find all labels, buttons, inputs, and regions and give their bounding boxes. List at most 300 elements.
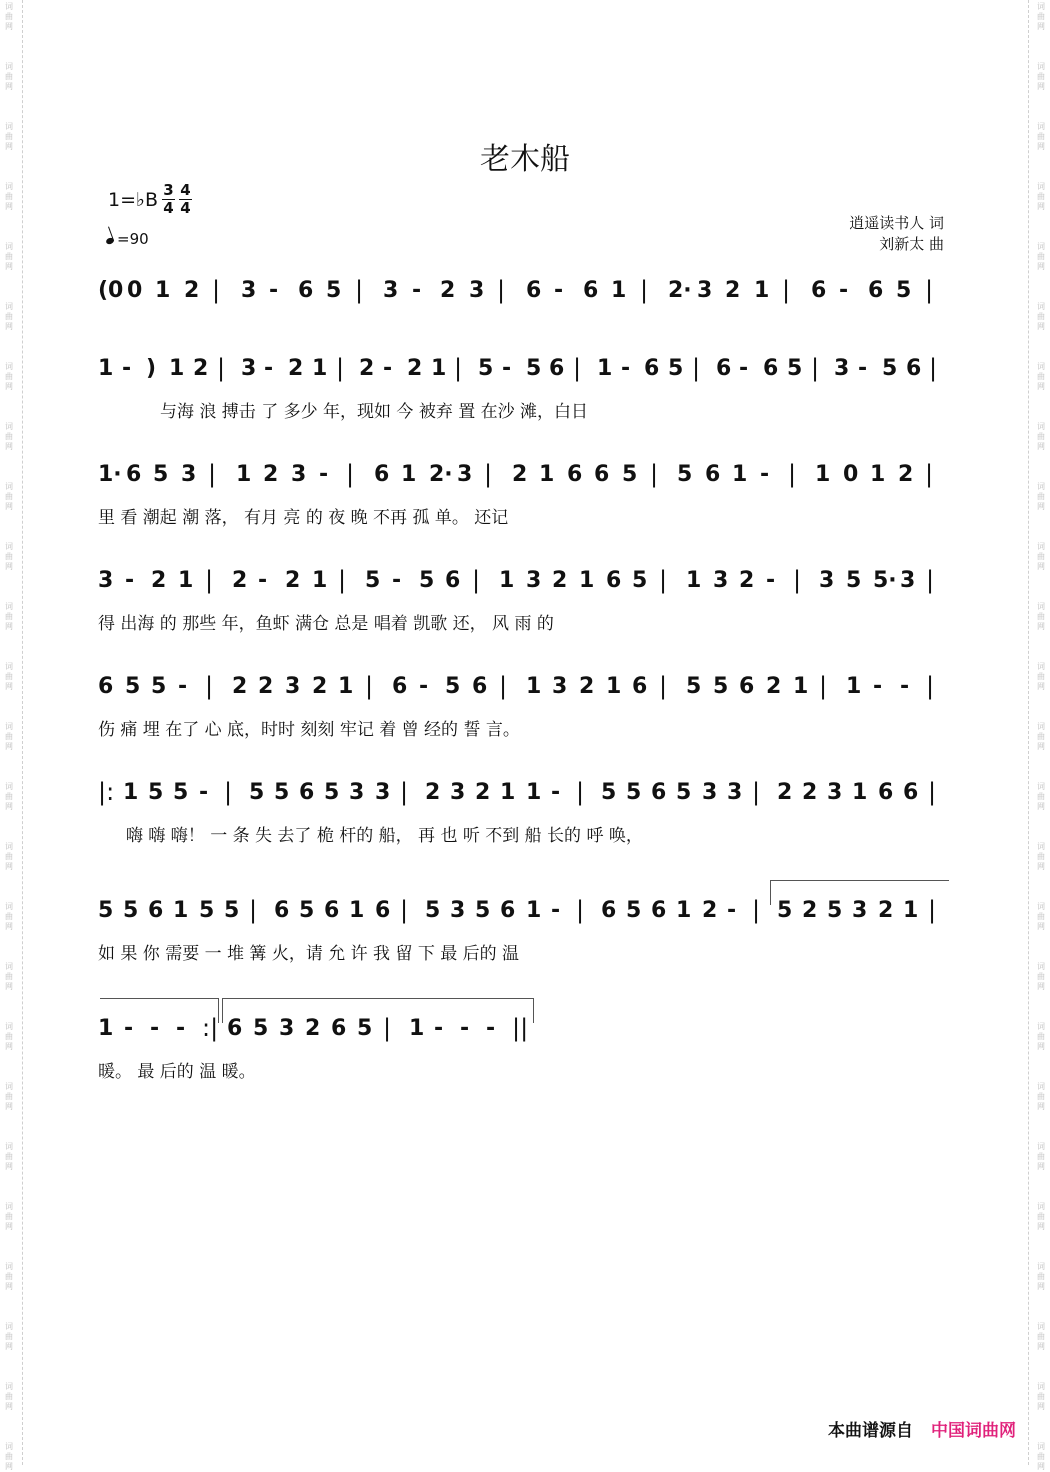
note: 2 <box>512 462 528 487</box>
watermark-text: 词 曲 网 <box>1037 1022 1045 1051</box>
note: 3 <box>552 674 568 699</box>
note: 5 <box>148 780 164 805</box>
barline: | <box>205 672 214 700</box>
note: 1 <box>870 462 886 487</box>
note: 2 <box>263 462 279 487</box>
watermark-text: 词 曲 网 <box>1037 62 1045 91</box>
note: 3 <box>450 780 466 805</box>
lyric-line-7: 暖。 最 后的 温 暖。 <box>98 1062 256 1082</box>
watermark-text: 词 曲 网 <box>1037 422 1045 451</box>
watermark-text: 词 曲 网 <box>5 62 13 91</box>
note: 1 <box>173 898 189 923</box>
note: 5 <box>324 780 340 805</box>
note: 6 <box>705 462 721 487</box>
note: 3 <box>697 278 713 303</box>
note: 3 <box>98 568 114 593</box>
note: 2· <box>429 462 453 487</box>
note: 2 <box>739 568 755 593</box>
watermark-text: 词 曲 网 <box>5 722 13 751</box>
note: ) <box>146 356 157 381</box>
barline: | <box>752 778 761 806</box>
barline: | <box>454 354 463 382</box>
note: 2 <box>579 674 595 699</box>
barline: | <box>926 672 935 700</box>
barline: | <box>472 566 481 594</box>
note: 2 <box>258 674 274 699</box>
note: 3 <box>383 278 399 303</box>
note: 2 <box>232 674 248 699</box>
note: 5 <box>626 898 642 923</box>
watermark-text: 词 曲 网 <box>1037 1442 1045 1471</box>
note: - <box>412 278 422 303</box>
note: 6 <box>594 462 610 487</box>
note: 2 <box>285 568 301 593</box>
note: 1 <box>236 462 252 487</box>
barline: | <box>249 896 258 924</box>
barline: | <box>788 460 797 488</box>
note: 6 <box>583 278 599 303</box>
note: 2 <box>305 1016 321 1041</box>
note: 5 <box>419 568 435 593</box>
note: - <box>122 356 132 381</box>
note: 1 <box>579 568 595 593</box>
right-watermark-strip <box>1036 0 1046 1471</box>
note: 1 <box>611 278 627 303</box>
lyricist-credit: 逍遥读书人 词 <box>849 214 944 232</box>
note: 6 <box>299 780 315 805</box>
note: 6 <box>126 462 142 487</box>
note: 2 <box>425 780 441 805</box>
note: 2 <box>766 674 782 699</box>
note: 6 <box>906 356 922 381</box>
note: 6 <box>567 462 583 487</box>
note: 6 <box>651 780 667 805</box>
note: 5 <box>475 898 491 923</box>
watermark-text: 词 曲 网 <box>5 1262 13 1291</box>
watermark-text: 词 曲 网 <box>1037 362 1045 391</box>
note: 5 <box>827 898 843 923</box>
watermark-text: 词 曲 网 <box>5 242 13 271</box>
note: - <box>392 568 402 593</box>
note: 5 <box>445 674 461 699</box>
note: 6 <box>868 278 884 303</box>
note: 5 <box>896 278 912 303</box>
notation-line-1 <box>98 278 953 318</box>
lyric-line-5: 嗨 嗨 嗨！ 一 条 失 去了 桅 杆的 船， 再 也 听 不到 船 长的 呼 唤， <box>126 826 643 846</box>
barline: | <box>338 566 347 594</box>
watermark-text: 词 曲 网 <box>1037 302 1045 331</box>
note: 1 <box>526 898 542 923</box>
time-signature-3-4: $\frac{3}{4}$ <box>163 181 174 217</box>
note: 5 <box>199 898 215 923</box>
note: - <box>124 1016 134 1041</box>
note: 3 <box>241 278 257 303</box>
first-ending-bracket <box>770 880 949 905</box>
note: - <box>873 674 883 699</box>
barline: | <box>497 276 506 304</box>
watermark-text: 词 曲 网 <box>1037 242 1045 271</box>
watermark-text: 词 曲 网 <box>5 302 13 331</box>
note: 5 <box>173 780 189 805</box>
watermark-text: 词 曲 网 <box>5 122 13 151</box>
watermark-text: 词 曲 网 <box>1037 1082 1045 1111</box>
watermark-text: 词 曲 网 <box>1037 1262 1045 1291</box>
note: 5 <box>125 674 141 699</box>
note: 3 <box>241 356 257 381</box>
note: 1 <box>846 674 862 699</box>
note: 1 <box>606 674 622 699</box>
note: 1 <box>401 462 417 487</box>
note: 5 <box>686 674 702 699</box>
note: 3 <box>727 780 743 805</box>
note: 2 <box>232 568 248 593</box>
note: 6 <box>445 568 461 593</box>
note: - <box>178 674 188 699</box>
note: 6 <box>903 780 919 805</box>
note: 1 <box>169 356 185 381</box>
note: 1 <box>312 356 328 381</box>
barline: | <box>692 354 701 382</box>
note: 2 <box>359 356 375 381</box>
watermark-text: 词 曲 网 <box>1037 2 1045 31</box>
note: 3 <box>285 674 301 699</box>
barline: | <box>346 460 355 488</box>
note: 6 <box>644 356 660 381</box>
note: 6 <box>500 898 516 923</box>
note: 1 <box>123 780 139 805</box>
note: - <box>258 568 268 593</box>
barline: | <box>576 896 585 924</box>
note: 6 <box>763 356 779 381</box>
note: 5 <box>713 674 729 699</box>
note: 6 <box>739 674 755 699</box>
watermark-text: 词 曲 网 <box>5 542 13 571</box>
note: 5 <box>622 462 638 487</box>
note: 2 <box>802 898 818 923</box>
barline: | <box>205 566 214 594</box>
note: 5 <box>153 462 169 487</box>
barline: | <box>640 276 649 304</box>
note: 6 <box>331 1016 347 1041</box>
note: 2 <box>725 278 741 303</box>
note: 2 <box>777 780 793 805</box>
note: - <box>551 780 561 805</box>
note: - <box>319 462 329 487</box>
barline: | <box>929 354 938 382</box>
note: 2 <box>184 278 200 303</box>
note: 2 <box>440 278 456 303</box>
note: 5 <box>882 356 898 381</box>
note: 5· <box>873 568 897 593</box>
note: 5 <box>425 898 441 923</box>
watermark-text: 词 曲 网 <box>1037 902 1045 931</box>
note: - <box>176 1016 186 1041</box>
barline: | <box>355 276 364 304</box>
barline: | <box>793 566 802 594</box>
barline: | <box>659 566 668 594</box>
note: 6 <box>526 278 542 303</box>
notation-line-4 <box>98 568 953 608</box>
note: 3 <box>702 780 718 805</box>
note: 2 <box>878 898 894 923</box>
note: - <box>766 568 776 593</box>
right-dashed-border <box>1028 0 1029 1465</box>
note: - <box>434 1016 444 1041</box>
watermark-text: 词 曲 网 <box>1037 542 1045 571</box>
note: 3 <box>457 462 473 487</box>
note: 6 <box>298 278 314 303</box>
note: 5 <box>632 568 648 593</box>
note: 3 <box>900 568 916 593</box>
note: 6 <box>606 568 622 593</box>
watermark-text: 词 曲 网 <box>5 362 13 391</box>
barline: | <box>925 276 934 304</box>
note: 3 <box>450 898 466 923</box>
note: 3 <box>181 462 197 487</box>
source-label: 本曲谱源自 <box>828 1421 913 1441</box>
song-title: 老木船 <box>480 142 570 177</box>
barline: | <box>752 896 761 924</box>
note: 1 <box>155 278 171 303</box>
watermark-text: 词 曲 网 <box>5 2 13 31</box>
note: 1· <box>98 462 122 487</box>
note: - <box>621 356 631 381</box>
note: 0 <box>127 278 143 303</box>
note: 3 <box>375 780 391 805</box>
watermark-text: 词 曲 网 <box>5 1082 13 1111</box>
key-signature: 1=♭B <box>108 188 159 211</box>
note: - <box>269 278 279 303</box>
note: - <box>383 356 393 381</box>
barline: | <box>659 672 668 700</box>
watermark-text: 词 曲 网 <box>1037 1202 1045 1231</box>
watermark-text: 词 曲 网 <box>5 1442 13 1471</box>
note: 1 <box>597 356 613 381</box>
note: 2 <box>151 568 167 593</box>
watermark-text: 词 曲 网 <box>1037 1382 1045 1411</box>
note: 5 <box>123 898 139 923</box>
note: 1 <box>526 780 542 805</box>
watermark-text: 词 曲 网 <box>1037 122 1045 151</box>
note: - <box>460 1016 470 1041</box>
note: - <box>551 898 561 923</box>
note: 1 <box>312 568 328 593</box>
note: 6 <box>375 898 391 923</box>
watermark-text: 词 曲 网 <box>1037 962 1045 991</box>
barline: | <box>484 460 493 488</box>
note: 5 <box>787 356 803 381</box>
barline: | <box>400 778 409 806</box>
barline: | <box>224 778 233 806</box>
note: 1 <box>539 462 555 487</box>
time-signature-4-4: $\frac{4}{4}$ <box>180 181 191 217</box>
note: 2 <box>475 780 491 805</box>
note: 6 <box>811 278 827 303</box>
note: 1 <box>431 356 447 381</box>
note: 2 <box>288 356 304 381</box>
note: - <box>125 568 135 593</box>
watermark-text: 词 曲 网 <box>1037 662 1045 691</box>
note: 1 <box>338 674 354 699</box>
notation-line-3 <box>98 462 953 502</box>
note: - <box>199 780 209 805</box>
note: 2 <box>802 780 818 805</box>
note: - <box>839 278 849 303</box>
note: 5 <box>668 356 684 381</box>
barline: | <box>650 460 659 488</box>
note: 6 <box>148 898 164 923</box>
note: 3 <box>469 278 485 303</box>
watermark-text: 词 曲 网 <box>5 1142 13 1171</box>
barline: | <box>811 354 820 382</box>
watermark-text: 词 曲 网 <box>1037 602 1045 631</box>
note: 1 <box>732 462 748 487</box>
note: 1 <box>98 1016 114 1041</box>
note: 6 <box>392 674 408 699</box>
note: 6 <box>549 356 565 381</box>
note: 5 <box>253 1016 269 1041</box>
note: - <box>502 356 512 381</box>
note: 5 <box>299 898 315 923</box>
note: 2 <box>193 356 209 381</box>
watermark-text: 词 曲 网 <box>5 1322 13 1351</box>
note: - <box>760 462 770 487</box>
watermark-text: 词 曲 网 <box>5 782 13 811</box>
note: 6 <box>716 356 732 381</box>
note: 1 <box>903 898 919 923</box>
watermark-text: 词 曲 网 <box>5 182 13 211</box>
note: 2 <box>312 674 328 699</box>
note: 5 <box>846 568 862 593</box>
note: 3 <box>349 780 365 805</box>
note: 1 <box>754 278 770 303</box>
watermark-text: 词 曲 网 <box>5 1382 13 1411</box>
note: 6 <box>878 780 894 805</box>
watermark-text: 词 曲 网 <box>5 662 13 691</box>
note: 1 <box>676 898 692 923</box>
note: 5 <box>478 356 494 381</box>
note: - <box>486 1016 496 1041</box>
barline: || <box>512 1014 529 1042</box>
note: 2 <box>407 356 423 381</box>
note: 5 <box>326 278 342 303</box>
note: 2 <box>552 568 568 593</box>
note: 6 <box>227 1016 243 1041</box>
barline: | <box>928 896 937 924</box>
notation-line-6 <box>98 780 953 820</box>
note: 1 <box>793 674 809 699</box>
lyric-line-1: 与海 浪 搏击 了 多少 年，现如 今 被弃 置 在沙 滩，白日 <box>160 402 589 422</box>
lyric-line-4: 伤 痛 埋 在了 心 底，时时 刻刻 牢记 着 曾 经的 誓 言。 <box>98 720 520 740</box>
note: 6 <box>98 674 114 699</box>
barline: | <box>336 354 345 382</box>
note: - <box>900 674 910 699</box>
barline: | <box>928 778 937 806</box>
watermark-text: 词 曲 网 <box>5 842 13 871</box>
note: - <box>727 898 737 923</box>
barline: | <box>212 276 221 304</box>
composer-credit: 刘新太 曲 <box>879 235 944 253</box>
lyric-line-3: 得 出海 的 那些 年，鱼虾 满仓 总是 唱着 凯歌 还， 风 雨 的 <box>98 614 554 634</box>
second-ending-bracket <box>222 998 534 1023</box>
note: 5 <box>677 462 693 487</box>
barline: :| <box>202 1014 219 1042</box>
watermark-text: 词 曲 网 <box>1037 842 1045 871</box>
note: 1 <box>500 780 516 805</box>
note: 1 <box>526 674 542 699</box>
watermark-text: 词 曲 网 <box>1037 722 1045 751</box>
note: 3 <box>827 780 843 805</box>
note: 6 <box>601 898 617 923</box>
note: 3 <box>279 1016 295 1041</box>
barline: | <box>400 896 409 924</box>
tempo-marking: =90 <box>106 230 149 248</box>
watermark-text: 词 曲 网 <box>1037 1142 1045 1171</box>
watermark-text: 词 曲 网 <box>5 962 13 991</box>
watermark-text: 词 曲 网 <box>5 1022 13 1051</box>
left-dashed-border <box>22 0 23 1465</box>
note: 5 <box>526 356 542 381</box>
note: 1 <box>815 462 831 487</box>
note: (0 <box>98 278 124 303</box>
note: - <box>150 1016 160 1041</box>
note: - <box>739 356 749 381</box>
barline: | <box>782 276 791 304</box>
note: 5 <box>98 898 114 923</box>
watermark-text: 词 曲 网 <box>1037 482 1045 511</box>
note: 3 <box>713 568 729 593</box>
watermark-text: 词 曲 网 <box>5 602 13 631</box>
watermark-text: 词 曲 网 <box>1037 1322 1045 1351</box>
note: 1 <box>178 568 194 593</box>
note: 5 <box>365 568 381 593</box>
note: 2 <box>702 898 718 923</box>
lyric-line-6: 如 果 你 需要 一 堆 篝 火，请 允 许 我 留 下 最 后的 温 <box>98 944 520 964</box>
note: 3 <box>834 356 850 381</box>
note: 5 <box>249 780 265 805</box>
brand-link[interactable]: 中国词曲网 <box>931 1421 1016 1441</box>
barline: | <box>499 672 508 700</box>
note: 3 <box>291 462 307 487</box>
note: 6 <box>274 898 290 923</box>
note: 5 <box>151 674 167 699</box>
note: 5 <box>676 780 692 805</box>
notation-line-2 <box>98 356 953 396</box>
note: 6 <box>472 674 488 699</box>
note: 5 <box>224 898 240 923</box>
watermark-text: 词 曲 网 <box>1037 782 1045 811</box>
barline: | <box>576 778 585 806</box>
barline: | <box>217 354 226 382</box>
note: 2· <box>668 278 692 303</box>
watermark-text: 词 曲 网 <box>1037 182 1045 211</box>
note: 6 <box>374 462 390 487</box>
note: 1 <box>349 898 365 923</box>
barline: | <box>573 354 582 382</box>
barline: | <box>383 1014 392 1042</box>
note: 6 <box>324 898 340 923</box>
note: 5 <box>777 898 793 923</box>
notation-line-5 <box>98 674 953 714</box>
note: 1 <box>409 1016 425 1041</box>
watermark-text: 词 曲 网 <box>5 1202 13 1231</box>
note: 5 <box>357 1016 373 1041</box>
lyric-line-2: 里 看 潮起 潮 落， 有月 亮 的 夜 晚 不再 孤 单。 还记 <box>98 508 509 528</box>
watermark-text: 词 曲 网 <box>5 902 13 931</box>
note: 3 <box>819 568 835 593</box>
note: 6 <box>651 898 667 923</box>
note: 3 <box>852 898 868 923</box>
